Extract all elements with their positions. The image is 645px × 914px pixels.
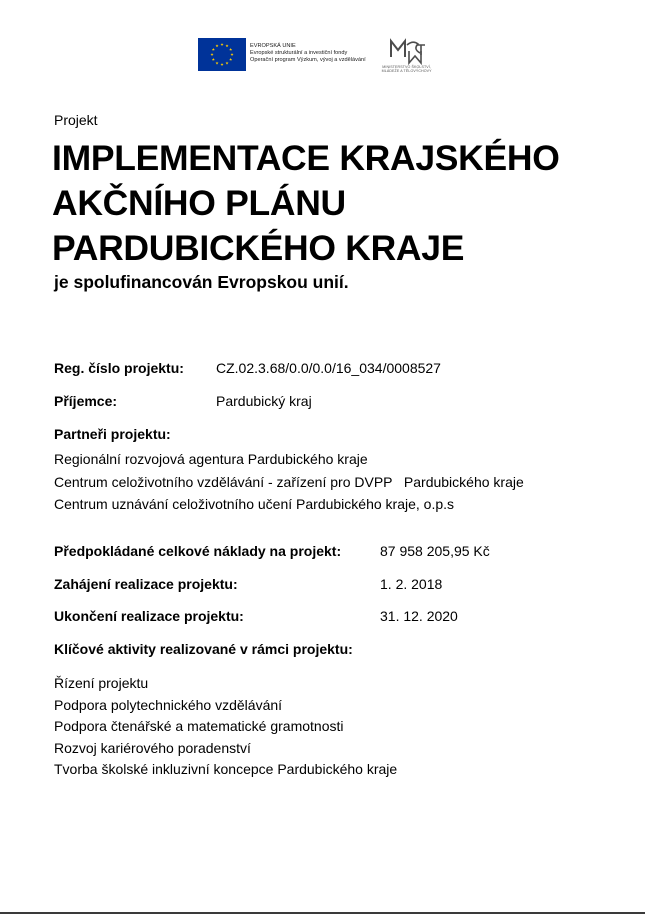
msmt-logo-text [382, 65, 432, 74]
start-date-label: Zahájení realizace projektu: [54, 576, 238, 592]
page-title-line-1: IMPLEMENTACE KRAJSKÉHO [52, 138, 560, 178]
partner-item: Regionální rozvojová agentura Pardubického kraje [54, 451, 368, 467]
costs-value: 87 958 205,95 Kč [380, 543, 490, 559]
partner-item: Centrum uznávání celoživotního učení Pardubického kraje, o.p.s [54, 496, 455, 512]
eu-logo-line-1: EVROPSKÁ UNIE [250, 43, 296, 49]
costs-label: Předpokládané celkové náklady na projekt: [54, 543, 342, 559]
reg-number-value: CZ.02.3.68/0.0/0.0/16_034/0008527 [216, 360, 441, 376]
page-title [52, 136, 632, 271]
logo-strip [198, 38, 432, 74]
activity-item: Řízení projektu [54, 675, 149, 691]
page-title-line-2: AKČNÍHO PLÁNU [52, 183, 346, 223]
activity-item: Tvorba školské inkluzivní koncepce Pardubického kraje [54, 761, 398, 777]
msmt-logo [382, 37, 432, 74]
eu-logo-text [250, 43, 366, 65]
start-date-value: 1. 2. 2018 [380, 576, 443, 592]
page-subtitle: je spolufinancován Evropskou unií. [54, 272, 349, 292]
activity-item: Podpora polytechnického vzdělávání [54, 697, 283, 713]
partner-item: Centrum celoživotního vzdělávání - zařízení pro DVPP Pardubického kraje [54, 474, 524, 490]
recipient-label: Příjemce: [54, 393, 118, 409]
msmt-monogram-icon [387, 37, 427, 65]
project-label: Projekt [54, 112, 98, 128]
msmt-logo-line-1: MINISTERSTVO ŠKOLSTVÍ, [382, 65, 431, 69]
recipient-value: Pardubický kraj [216, 393, 312, 409]
msmt-logo-line-2: MLÁDEŽE A TĚLOVÝCHOVY [381, 69, 432, 74]
eu-flag-icon [198, 38, 246, 71]
eu-logo [198, 38, 366, 71]
activities-label: Klíčové aktivity realizované v rámci projektu: [54, 641, 353, 657]
activity-item: Podpora čtenářské a matematické gramotnosti [54, 718, 344, 734]
eu-logo-line-3: Operační program Výzkum, vývoj a vzdělávání [250, 57, 366, 64]
activity-item: Rozvoj kariérového poradenství [54, 740, 251, 756]
eu-logo-line-2: Evropské strukturální a investiční fondy [250, 50, 348, 57]
end-date-label: Ukončení realizace projektu: [54, 608, 244, 624]
end-date-value: 31. 12. 2020 [380, 608, 458, 624]
partners-label: Partneři projektu: [54, 426, 171, 442]
page-title-line-3: PARDUBICKÉHO KRAJE [52, 228, 465, 268]
reg-number-label: Reg. číslo projektu: [54, 360, 184, 376]
